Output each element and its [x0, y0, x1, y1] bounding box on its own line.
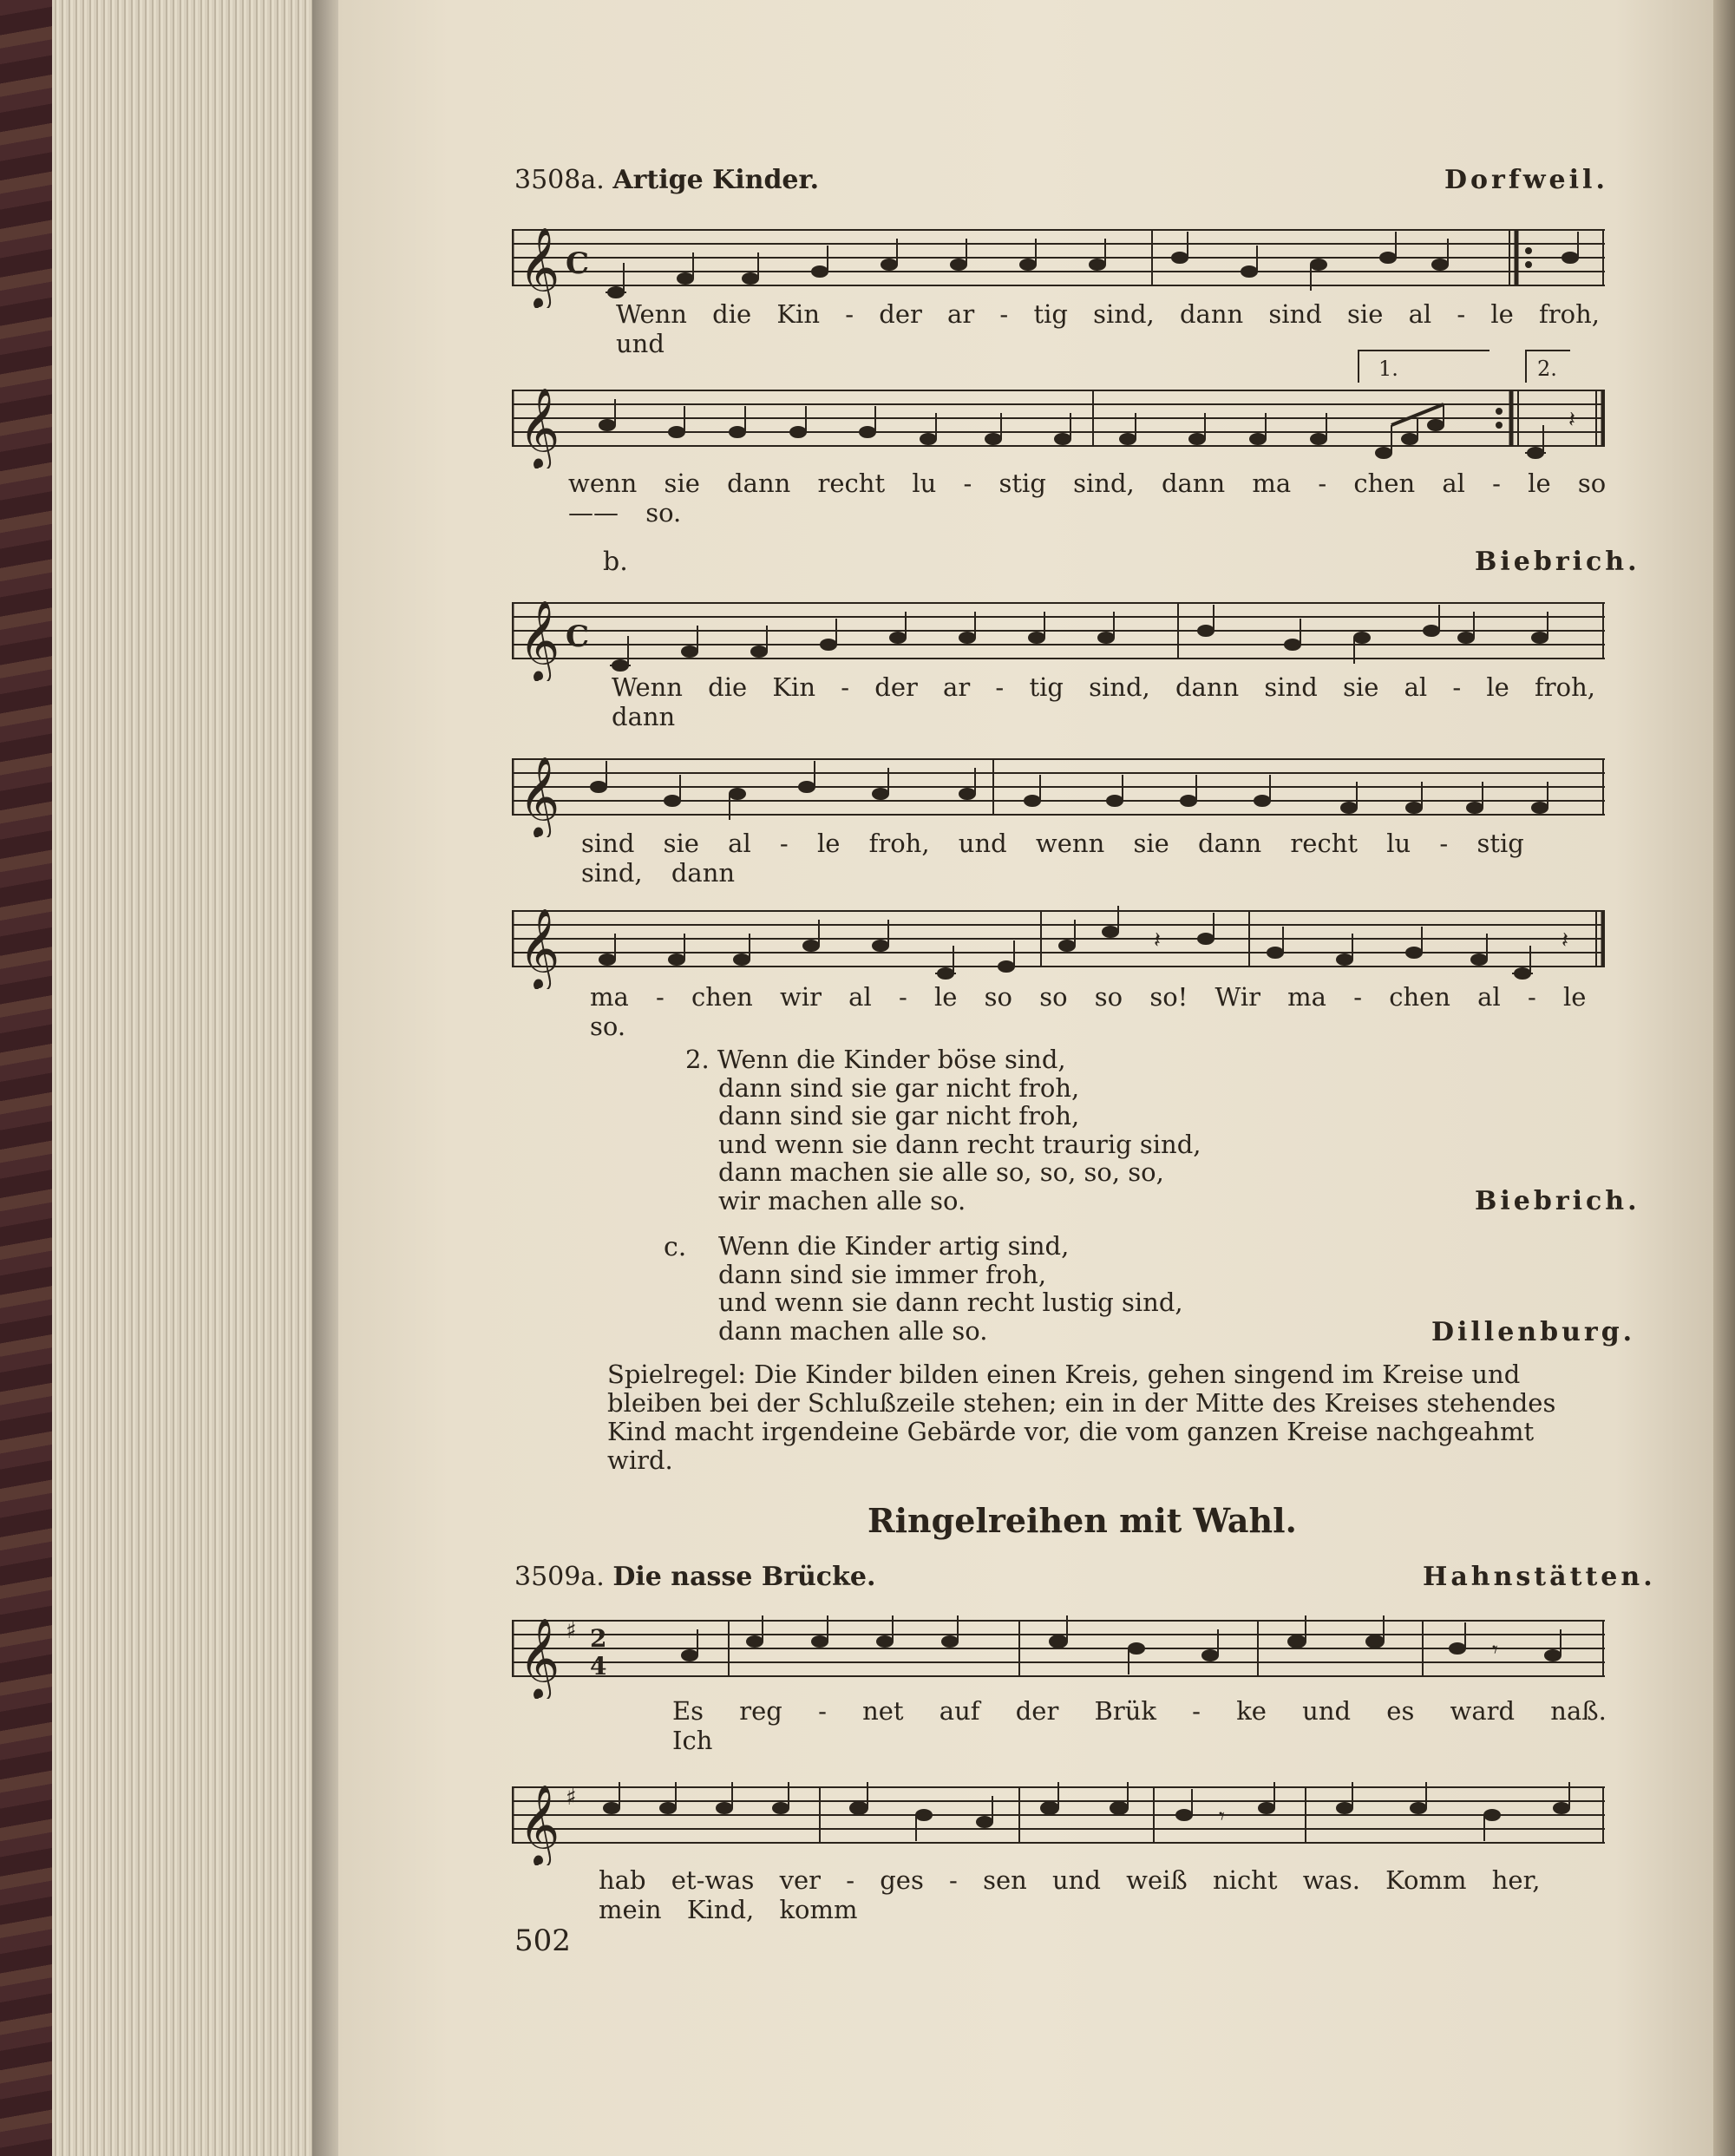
svg-text:𝄾: 𝄾: [1492, 1637, 1498, 1663]
notes-line-2: [599, 399, 1546, 458]
notes-line-3: [610, 605, 1548, 671]
music-staff-3: [512, 594, 1605, 681]
treble-clef-icon: 𝄞: [519, 908, 560, 988]
treble-clef-icon: 𝄞: [519, 226, 560, 307]
song-3508-header: [514, 165, 819, 195]
verse-2: [685, 1045, 1201, 1215]
song-number: 3508a.: [514, 165, 605, 195]
lyrics-3508a-line-1: Wenn die Kin - der ar - tig sind, dann sind sie al - le froh, und: [616, 299, 1600, 358]
music-staff-7: [512, 1779, 1605, 1865]
svg-text:𝄽: 𝄽: [1154, 927, 1161, 953]
treble-clef-icon: 𝄞: [519, 756, 560, 836]
second-ending-label: 2.: [1537, 357, 1557, 381]
variant-b-place: Biebrich.: [1475, 547, 1640, 577]
lyrics-3508a-line-2: wenn sie dann recht lu - stig sind, dann ma - chen al - le so —— so.: [568, 469, 1607, 528]
book-cover: [0, 0, 52, 2156]
music-staff-1: [512, 221, 1605, 308]
verse-line: dann sind sie gar nicht froh,: [718, 1072, 1080, 1103]
song-title: Artige Kinder.: [612, 165, 820, 195]
verse-c: [718, 1232, 1183, 1345]
lyrics-3509a-line-1: Es reg - net auf der Brük - ke und es ward naß. Ich: [672, 1696, 1607, 1755]
game-rules: Spielregel: Die Kinder bilden einen Kreis, gehen singend im Kreise und bleiben bei der Schlußzeile stehen; ein in der Mitte des Kreises stehendes Kind macht irgendeine Gebärde vor, die vom ganzen Kreise nachgeahmt wird.: [607, 1360, 1556, 1475]
verse-line: dann machen sie alle so, so, so, so,: [718, 1157, 1164, 1187]
verse-2-place: Biebrich.: [1475, 1186, 1640, 1216]
notes-line-5: [599, 906, 1533, 979]
verse-line: dann sind sie immer froh,: [718, 1259, 1047, 1289]
song-3509-place: Hahnstätten.: [1423, 1562, 1656, 1592]
song-3509-header: [514, 1562, 875, 1592]
sharp-icon: ♯: [566, 1618, 577, 1644]
lyrics-3508b-line-3: ma - chen wir al - le so so so so! Wir ma - chen al - le so.: [590, 982, 1587, 1041]
lyrics-3508b-line-2: sind sie al - le froh, und wenn sie dann recht lu - stig sind, dann: [581, 829, 1524, 888]
verse-c-place: Dillenburg.: [1431, 1317, 1636, 1347]
variant-b-label: b.: [603, 547, 628, 577]
treble-clef-icon: 𝄞: [519, 1784, 560, 1864]
notes-line-4: [591, 761, 1548, 820]
svg-text:𝄽: 𝄽: [1568, 407, 1575, 433]
music-staff-4: [512, 750, 1605, 837]
page-right-edge: [1713, 0, 1735, 2156]
common-time-icon: C: [566, 619, 590, 654]
song-number: 3509a.: [514, 1562, 605, 1592]
first-ending-bracket: [1358, 350, 1489, 383]
treble-clef-icon: 𝄞: [519, 1617, 560, 1698]
verse-line: 2. Wenn die Kinder böse sind,: [685, 1045, 1066, 1074]
svg-text:𝄾: 𝄾: [1219, 1804, 1225, 1830]
notes-line-6: [682, 1615, 1561, 1674]
sharp-icon: ♯: [566, 1785, 577, 1811]
song-origin-place: Dorfweil.: [1444, 165, 1608, 195]
notes-line-1: [606, 232, 1578, 298]
lyrics-3508b-line-1: Wenn die Kin - der ar - tig sind, dann sind sie al - le froh, dann: [612, 672, 1595, 731]
second-ending-bracket: [1525, 350, 1570, 383]
song-title: Die nasse Brücke.: [612, 1562, 876, 1592]
first-ending-label: 1.: [1378, 357, 1398, 381]
treble-clef-icon: 𝄞: [519, 600, 560, 680]
common-time-icon: C: [566, 246, 590, 281]
music-staff-6: [512, 1612, 1605, 1699]
music-staff-2: [512, 382, 1605, 469]
verse-line: Wenn die Kinder artig sind,: [718, 1231, 1070, 1261]
variant-c-label: c.: [664, 1232, 687, 1262]
verse-line: wir machen alle so.: [718, 1185, 966, 1216]
treble-clef-icon: 𝄞: [519, 387, 560, 468]
music-staff-5: [512, 902, 1605, 989]
time-signature-bottom: 4: [590, 1652, 607, 1681]
notes-line-7: [604, 1782, 1569, 1841]
lyrics-3509a-line-2: hab et-was ver - ges - sen und weiß nicht was. Komm her, mein Kind, komm: [599, 1865, 1541, 1924]
page-edges: [52, 0, 321, 2156]
verse-line: und wenn sie dann recht traurig sind,: [718, 1129, 1201, 1159]
section-heading: Ringelreihen mit Wahl.: [868, 1501, 1297, 1540]
verse-line: und wenn sie dann recht lustig sind,: [718, 1288, 1183, 1317]
verse-line: dann machen alle so.: [718, 1315, 988, 1346]
svg-text:𝄽: 𝄽: [1562, 927, 1568, 953]
page-number: 502: [514, 1923, 571, 1958]
verse-line: dann sind sie gar nicht froh,: [718, 1101, 1080, 1130]
time-signature-top: 2: [590, 1624, 607, 1653]
